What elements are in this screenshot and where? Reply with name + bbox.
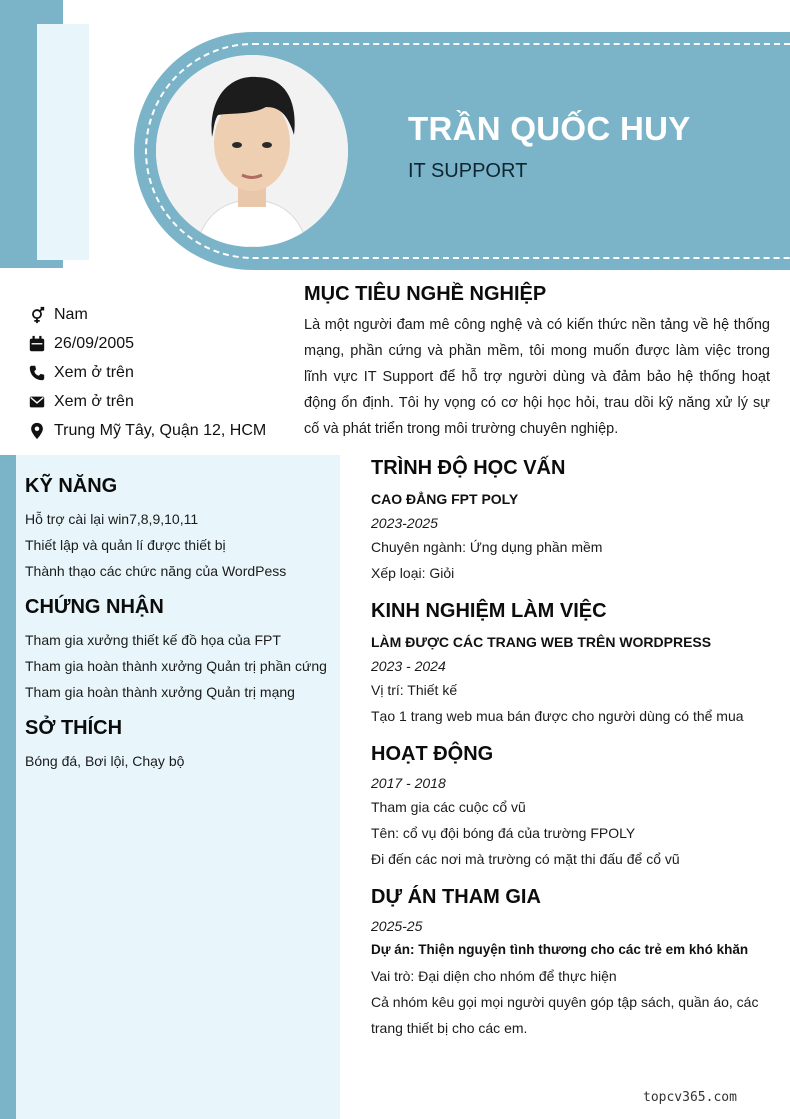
activities-line: Tham gia các cuộc cổ vũ [371, 799, 526, 815]
calendar-icon [28, 335, 46, 353]
projects-date: 2025-25 [371, 918, 423, 934]
contact-email [28, 387, 298, 416]
certificate-item: Tham gia hoàn thành xưởng Quản trị mạng [25, 684, 295, 700]
gender-icon [28, 306, 46, 324]
hobbies-title: SỞ THÍCH [25, 717, 123, 739]
phone-icon [28, 364, 46, 382]
contact-birthday [28, 329, 298, 358]
projects-section [371, 886, 771, 1041]
email-icon [28, 393, 46, 411]
activities-title: HOẠT ĐỘNG [371, 743, 494, 765]
candidate-name: TRẦN QUỐC HUY [408, 110, 691, 147]
certificate-item: Tham gia hoàn thành xưởng Quản trị phần cứng [25, 658, 327, 674]
experience-line: Vị trí: Thiết kế [371, 682, 458, 698]
contact-gender-text: Nam [54, 305, 88, 323]
skills-title: KỸ NĂNG [25, 475, 118, 497]
certificate-item: Tham gia xưởng thiết kế đồ họa của FPT [25, 632, 281, 648]
main-content [371, 457, 771, 1055]
activities-line: Đi đến các nơi mà trường có mặt thi đấu để cổ vũ [371, 851, 680, 867]
education-school: CAO ĐẲNG FPT POLY [371, 491, 519, 507]
activities-line: Tên: cổ vụ đội bóng đá của trường FPOLY [371, 825, 636, 841]
contact-list [28, 300, 298, 445]
candidate-role: IT SUPPORT [408, 160, 528, 182]
certificates-title: CHỨNG NHẬN [25, 596, 164, 618]
experience-section [371, 600, 771, 729]
contact-address [28, 416, 298, 445]
certificates-section [25, 596, 335, 705]
activities-date: 2017 - 2018 [371, 775, 446, 791]
skill-item: Hỗ trợ cài lại win7,8,9,10,11 [25, 511, 199, 527]
skills-section [25, 475, 335, 584]
projects-line: Cả nhóm kêu gọi mọi người quyên góp tập sách, quần áo, các trang thiết bị cho các em. [371, 994, 759, 1036]
location-icon [28, 422, 46, 440]
objective-section [304, 283, 770, 442]
experience-line: Tạo 1 trang web mua bán được cho người dùng có thể mua [371, 708, 744, 724]
projects-line: Vai trò: Đại diện cho nhóm để thực hiện [371, 968, 617, 984]
footer-watermark: topcv365.com [643, 1090, 737, 1105]
profile-photo [156, 55, 348, 247]
header-left-inner-bar [37, 24, 89, 260]
experience-date: 2023 - 2024 [371, 658, 446, 674]
hobbies-text: Bóng đá, Bơi lội, Chạy bộ [25, 753, 185, 769]
contact-birthday-text: 26/09/2005 [54, 334, 135, 352]
education-title: TRÌNH ĐỘ HỌC VẤN [371, 457, 566, 479]
experience-title: KINH NGHIỆM LÀM VIỆC [371, 600, 607, 622]
skill-item: Thiết lập và quản lí được thiết bị [25, 537, 226, 553]
education-line: Xếp loại: Giỏi [371, 565, 455, 581]
education-date: 2023-2025 [371, 515, 438, 531]
projects-heading: Dự án: Thiện nguyện tình thương cho các trẻ em khó khăn [371, 942, 749, 957]
contact-gender [28, 300, 298, 329]
skill-item: Thành thạo các chức năng của WordPess [25, 563, 287, 579]
experience-heading: LÀM ĐƯỢC CÁC TRANG WEB TRÊN WORDPRESS [371, 634, 712, 650]
projects-title: DỰ ÁN THAM GIA [371, 886, 541, 908]
sidebar-accent-strip [0, 455, 16, 1119]
sidebar-content [25, 475, 335, 786]
contact-phone [28, 358, 298, 387]
contact-phone-text: Xem ở trên [54, 363, 134, 381]
hobbies-section [25, 717, 335, 774]
objective-text: Là một người đam mê công nghệ và có kiến thức nền tảng về hệ thống mạng, phần cứng và phần mềm, tôi mong muốn được làm việc trong lĩnh vực IT Support để hỗ trợ người dùng và đảm bảo hệ thống hoạt động ổn định. Tôi hy vọng có cơ hội học hỏi, trau dồi kỹ năng xử lý sự cố và phát triển trong môi trường chuyên nghiệp. [304, 317, 770, 437]
objective-title: MỤC TIÊU NGHỀ NGHIỆP [304, 283, 547, 305]
contact-email-text: Xem ở trên [54, 392, 134, 410]
contact-address-text: Trung Mỹ Tây, Quận 12, HCM [54, 421, 267, 439]
activities-section [371, 743, 771, 872]
education-section [371, 457, 771, 586]
education-line: Chuyên ngành: Ứng dụng phần mềm [371, 539, 603, 555]
